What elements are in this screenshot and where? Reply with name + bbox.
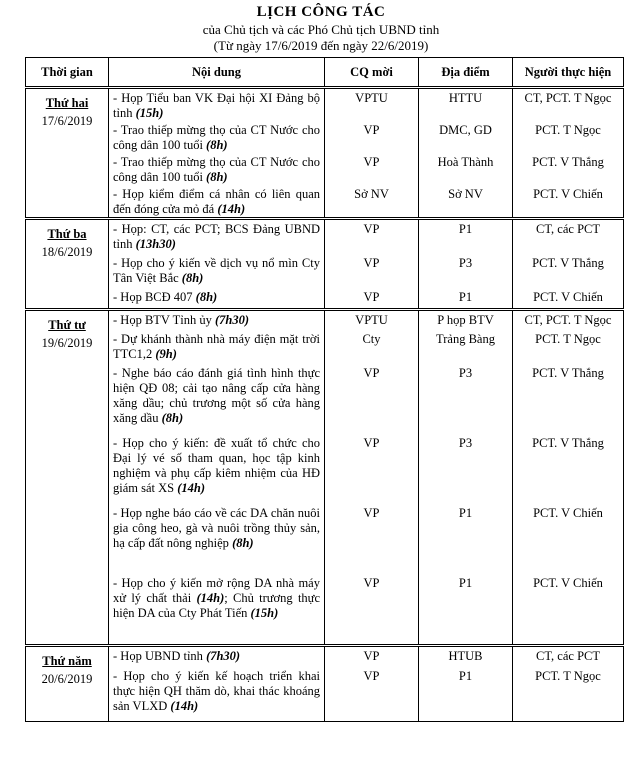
content-cell [109,219,325,310]
table-header-row [26,58,624,88]
agenda-item [109,504,324,574]
person-value: PCT. T Ngọc [535,669,601,683]
agenda-item [109,574,324,644]
day-name: Thứ hai [45,96,89,110]
agenda-time: (14h) [177,481,206,495]
day-cell [26,310,109,646]
agenda-text: - Họp BTV Tỉnh ủy [113,313,215,327]
agenda-time: (8h) [181,271,204,285]
agenda-time: (8h) [206,170,228,184]
agenda-item [109,185,324,217]
inviting-agency-value: VP [363,506,380,520]
location-value: P3 [458,436,473,450]
day-name: Thứ tư [48,318,86,332]
agenda-time-second: (15h) [250,606,279,620]
person-value: PCT. T Ngọc [535,332,601,346]
agenda-time: (8h) [232,536,254,550]
agenda-text: - Họp cho ý kiến mở rộng DA nhà máy xử lý chất thải [113,576,320,605]
location-value: P1 [458,576,473,590]
person-value: PCT. V Thắng [532,436,604,450]
agenda-text: - Dự khánh thành nhà máy điện mặt trời TTC1,2 [113,332,320,361]
location-value: HTUB [448,649,483,663]
agenda-time: (15h) [135,106,164,120]
location-cell [419,310,513,646]
person-cell [513,88,624,219]
day-cell [26,88,109,219]
agenda-text: - Họp nghe báo cáo về các DA chăn nuôi gia công heo, gà và nuôi trồng thủy sản, hạ cấp đất nông nghiệp [113,506,320,550]
agenda-item [109,330,324,364]
agenda-text: - Họp: CT, các PCT; BCS Đảng UBND tỉnh [113,222,320,251]
person-value: PCT. V Thắng [532,366,604,380]
person-value: PCT. V Thắng [532,256,604,270]
day-cell [26,219,109,310]
person-value: PCT. V Thắng [532,155,604,169]
agenda-item [109,288,324,308]
content-cell [109,310,325,646]
location-cell [419,88,513,219]
location-value: P1 [458,290,473,304]
day-row [26,88,624,219]
inviting-agency-value: VP [363,256,380,270]
content-cell [109,88,325,219]
location-value: Hoà Thành [437,155,494,169]
agenda-time: (7h30) [214,313,250,327]
agenda-text: - Họp UBND tỉnh [113,649,207,663]
person-value: CT, các PCT [536,649,600,663]
col-header-inviting-agency: CQ mời [325,58,419,88]
document-title: LỊCH CÔNG TÁC [256,4,386,20]
agenda-item [109,89,324,121]
agenda-item [109,153,324,185]
person-value: CT, PCT. T Ngọc [524,313,612,327]
person-cell [513,646,624,722]
person-cell [513,310,624,646]
day-row [26,219,624,310]
day-cell [26,646,109,722]
agenda-item [109,434,324,504]
agenda-text: - Họp cho ý kiến kế hoạch triển khai thực hiện QH thăm dò, khai thác khoáng sản VLXD [113,669,320,713]
person-value: CT, các PCT [536,222,600,236]
col-header-person: Người thực hiện [513,58,624,88]
day-date: 17/6/2019 [41,114,93,128]
inviting-agency-value: VPTU [355,313,388,327]
inviting-agency-value: VP [363,576,380,590]
inviting-agency-value: VP [363,123,380,137]
agenda-text: - Họp Tiểu ban VK Đại hội XI Đảng bộ tỉnh [113,91,320,120]
day-name: Thứ năm [42,654,92,668]
agenda-item [109,220,324,254]
agenda-text: - Họp cho ý kiến về dịch vụ nổ mìn Cty Tân Việt Bắc [113,256,320,285]
location-value: Sở NV [448,187,483,201]
person-value: PCT. V Chiến [533,290,603,304]
person-cell [513,219,624,310]
person-value: CT, PCT. T Ngọc [524,91,612,105]
location-value: P3 [458,256,473,270]
agenda-item [109,254,324,288]
inviting-agency-value: Cty [362,332,381,346]
location-value: P1 [458,669,473,683]
inviting-agency-cell [325,88,419,219]
agenda-text: - Họp cho ý kiến: đề xuất tổ chức cho Đại lý vé số tham quan, học tập kinh nghiệm và phụ cấp kiêm nhiệm của HĐ giám sát XS [113,436,320,495]
inviting-agency-cell [325,219,419,310]
inviting-agency-value: VP [363,366,380,380]
inviting-agency-value: VP [363,436,380,450]
person-value: PCT. V Chiến [533,506,603,520]
date-range: (Từ ngày 17/6/2019 đến ngày 22/6/2019) [213,38,429,53]
location-value: HTTU [448,91,483,105]
agenda-text: - Trao thiếp mừng thọ của CT Nước cho công dân 100 tuổi [113,123,320,152]
col-header-time: Thời gian [26,58,109,88]
inviting-agency-value: VP [363,155,380,169]
agenda-text: - Trao thiếp mừng thọ của CT Nước cho công dân 100 tuổi [113,155,320,184]
agenda-time: (8h) [161,411,184,425]
location-value: P họp BTV [437,313,494,327]
agenda-time: (9h) [155,347,177,361]
agenda-time: (13h30) [135,237,176,251]
document-subtitle: của Chủ tịch và các Phó Chủ tịch UBND tỉnh [202,22,440,37]
day-date: 18/6/2019 [41,245,93,259]
agenda-text-continued: ; Chủ trương thực hiện DA của Cty Phát Tiến [113,591,320,620]
location-cell [419,219,513,310]
day-name: Thứ ba [47,227,87,241]
agenda-time: (14h) [217,202,246,216]
agenda-time: (14h) [196,591,225,605]
content-cell [109,646,325,722]
inviting-agency-value: VP [363,222,380,236]
agenda-item [109,667,324,721]
day-date: 19/6/2019 [41,336,93,350]
person-value: PCT. T Ngọc [535,123,601,137]
col-header-content: Nội dung [109,58,325,88]
location-value: P1 [458,222,473,236]
inviting-agency-value: VP [363,649,380,663]
person-value: PCT. V Chiến [533,576,603,590]
col-header-location: Địa điểm [419,58,513,88]
agenda-text: - Họp BCĐ 407 [113,290,196,304]
location-value: Trảng Bàng [436,332,495,346]
day-row [26,646,624,722]
location-value: DMC, GD [439,123,492,137]
inviting-agency-cell [325,646,419,722]
agenda-item [109,311,324,330]
agenda-text: - Họp kiểm điểm cá nhân có liên quan đến đóng cửa mỏ đá [113,187,320,216]
agenda-item [109,364,324,434]
person-value: PCT. V Chiến [533,187,603,201]
inviting-agency-value: VP [363,669,380,683]
agenda-time: (8h) [206,138,228,152]
day-date: 20/6/2019 [41,672,93,686]
inviting-agency-cell [325,310,419,646]
agenda-text: - Nghe báo cáo đánh giá tình hình thực hiện QĐ 08; cải tạo nâng cấp cửa hàng xăng dầu; chủ trương một số cửa hàng xăng dầu [113,366,320,425]
location-value: P1 [458,506,473,520]
inviting-agency-value: Sở NV [354,187,389,201]
agenda-time: (14h) [170,699,199,713]
schedule-table [25,57,624,722]
inviting-agency-value: VPTU [355,91,388,105]
location-cell [419,646,513,722]
agenda-item [109,121,324,153]
agenda-item [109,647,324,667]
inviting-agency-value: VP [363,290,380,304]
agenda-time: (8h) [195,290,218,304]
location-value: P3 [458,366,473,380]
day-row [26,310,624,646]
agenda-time: (7h30) [206,649,241,663]
